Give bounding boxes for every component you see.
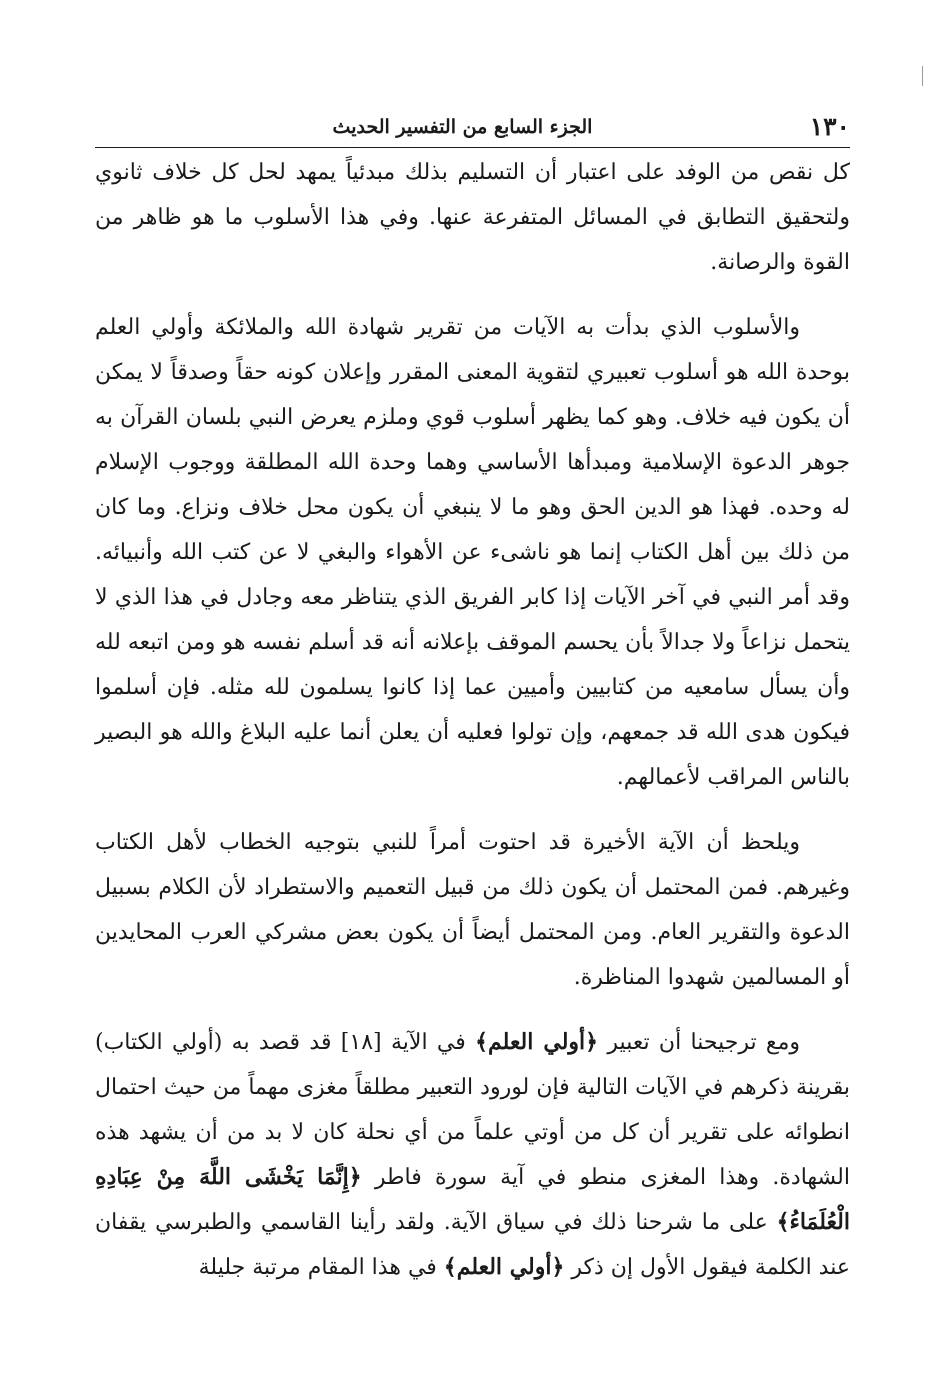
quote-olil-ilm: ﴿أولي العلم﴾: [475, 1029, 599, 1055]
margin-mark: [922, 66, 927, 86]
quran-verse-quote: ﴿إِنَّمَا يَخْشَى اللَّهَ مِنْ عِبَادِهِ الْعُلَمَاءُ﴾: [95, 1164, 850, 1235]
paragraph-4-text-4: في هذا المقام مرتبة جليلة: [198, 1255, 437, 1280]
quote-olil-ilm-2: ﴿أولي العلم﴾: [443, 1254, 565, 1280]
page-header: [95, 110, 850, 144]
paragraph-2: والأسلوب الذي بدأت به الآيات من تقرير شهادة الله والملائكة وأولي العلم بوحدة الله هو أسلوب تعبيري لتقوية المعنى المقرر وإعلان كونه حقاً وصدقاً لا يمكن أن يكون فيه خلاف. وهو كما يظهر أسلوب قوي وملزم يعرض النبي بلسان القرآن به جوهر الدعوة الإسلامية ومبدأها الأساسي وهما وحدة الله المطلقة ووجوب الإسلام له وحده. فهذا هو الدين الحق وهو ما لا ينبغي أن يكون محل خلاف ونزاع. وما كان من ذلك بين أهل الكتاب إنما هو ناشىء عن الأهواء والبغي لا عن كتب الله وأنبيائه. وقد أمر النبي في آخر الآيات إذا كابر الفريق الذي يتناظر معه وجادل في هذا الذي لا يتحمل نزاعاً ولا جدالاً بأن يحسم الموقف بإعلانه أنه قد أسلم نفسه هو ومن اتبعه لله وأن يسأل سامعيه من كتابيين وأميين عما إذا كانوا يسلمون لله مثله. فإن أسلموا فيكون هدى الله قد جمعهم، وإن تولوا فعليه أن يعلن أنما عليه البلاغ والله هو البصير بالناس المراقب لأعمالهم.: [95, 315, 850, 790]
paragraph-1: كل نقص من الوفد على اعتبار أن التسليم بذلك مبدئياً يمهد لحل كل خلاف ثانوي ولتحقيق التطابق في المسائل المتفرعة عنها. وفي هذا الأسلوب ما هو ظاهر من القوة والرصانة.: [95, 160, 850, 275]
paragraph-4: [95, 1020, 850, 1290]
body-text: [95, 150, 850, 1310]
paragraph-4-text-3: على ما شرحنا ذلك في سياق الآية. ولقد رأينا القاسمي والطبرسي يقفان عند الكلمة فيقول الأول إن ذكر: [95, 1210, 850, 1280]
paragraph-4-text-2: في الآية [١٨] قد قصد به (أولي الكتاب) بقرينة ذكرهم في الآيات التالية فإن لورود التعبير مطلقاً مغزى مهماً من حيث احتمال انطوائه على تقرير أن كل من أوتي علماً من أي نحلة كان لا بد من أن يشهد هذه الشهادة. وهذا المغزى منطو في آية سورة فاطر: [95, 1030, 850, 1190]
running-title: الجزء السابع من التفسير الحديث: [332, 116, 593, 138]
header-divider: [95, 147, 850, 148]
paragraph-3: ويلحظ أن الآية الأخيرة قد احتوت أمراً للنبي بتوجيه الخطاب لأهل الكتاب وغيرهم. فمن المحتمل أن يكون ذلك من قبيل التعميم والاستطراد لأن الكلام بسبيل الدعوة والتقرير العام. ومن المحتمل أيضاً أن يكون بعض مشركي العرب المحايدين أو المسالمين شهدوا المناظرة.: [95, 830, 850, 990]
page-number: ١٣٠: [809, 112, 850, 141]
paragraph-4-text-1: ومع ترجيحنا أن تعبير: [607, 1030, 801, 1055]
